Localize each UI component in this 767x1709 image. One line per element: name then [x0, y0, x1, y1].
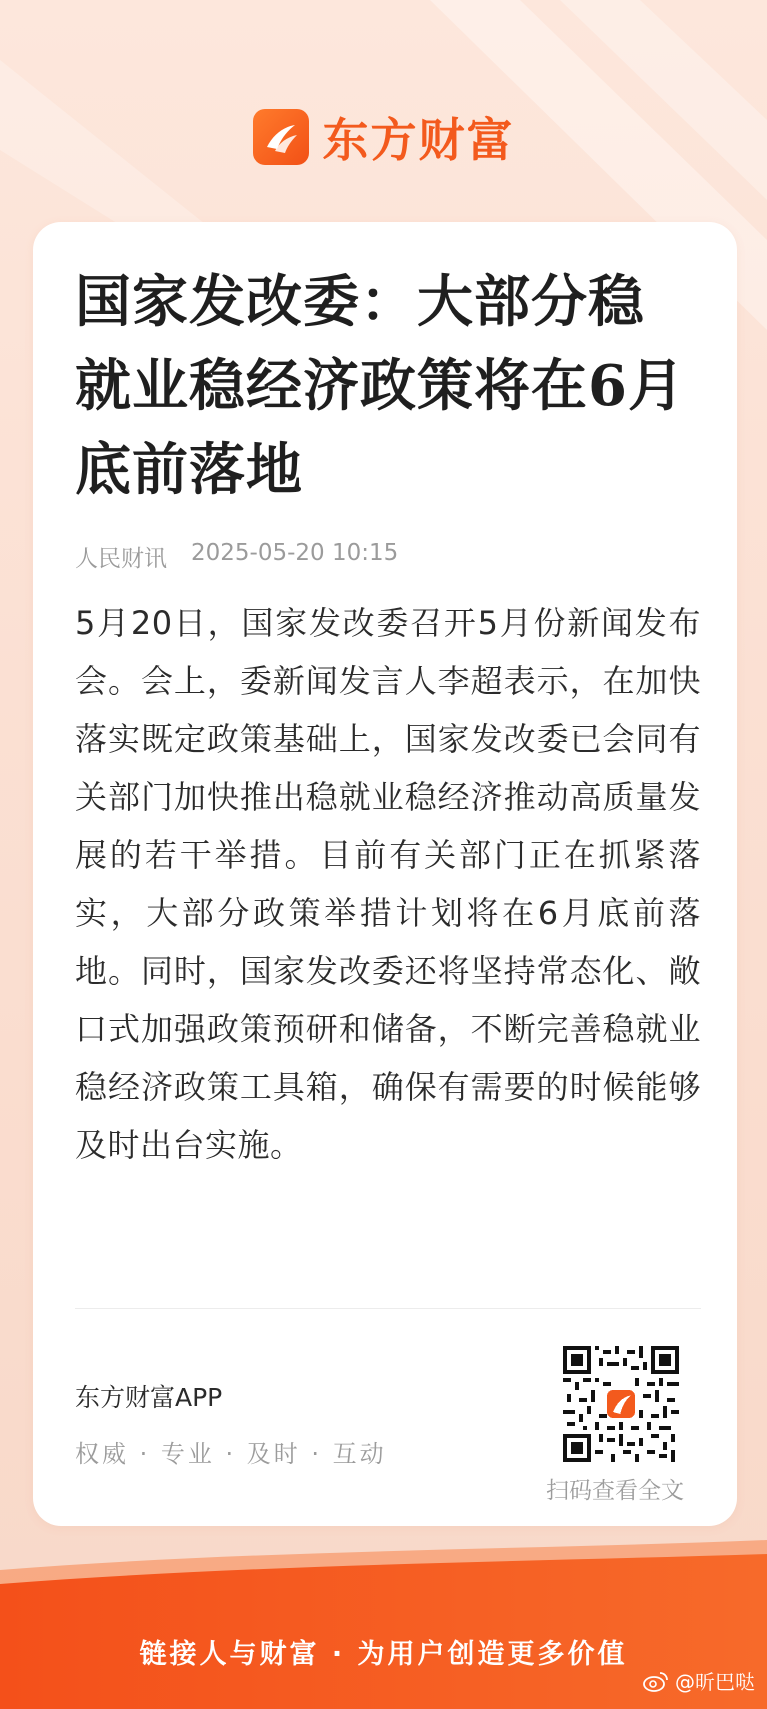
article-card: [33, 222, 737, 1526]
weibo-icon: [643, 1670, 669, 1692]
article-meta: [75, 540, 398, 573]
divider: [75, 1308, 701, 1309]
eastmoney-logo-icon: [253, 109, 309, 165]
banner-slogan: 链接人与财富 · 为用户创造更多价值: [139, 1639, 628, 1670]
watermark-text: @昕巴哒: [675, 1670, 755, 1694]
article-datetime: 2025-05-20 10:15: [191, 540, 399, 566]
app-slogan: 权威 · 专业 · 及时 · 互动: [75, 1440, 387, 1468]
article-body: 5月20日，国家发改委召开5月份新闻发布会。会上，委新闻发言人李超表示，在加快落实既定政策基础上，国家发改委已会同有关部门加快推出稳就业稳经济推动高质量发展的若干举措。目前有关部门正在抓紧落实，大部分政策举措计划将在6月底前落地。同时，国家发改委还将坚持常态化、敞口式加强政策预研和储备，不断完善稳就业稳经济政策工具箱，确保有需要的时候能够及时出台实施。: [75, 604, 701, 1164]
article-source: 人民财讯: [75, 546, 167, 572]
article-title: 国家发改委：大部分稳就业稳经济政策将在6月底前落地: [75, 269, 685, 503]
qr-code-icon[interactable]: [563, 1346, 679, 1462]
brand-logo: [0, 104, 767, 170]
app-name: 东方财富APP: [75, 1383, 223, 1412]
brand-name: 东方财富: [322, 113, 515, 167]
qr-label: 扫码查看全文: [546, 1478, 684, 1504]
watermark: [643, 1666, 755, 1695]
